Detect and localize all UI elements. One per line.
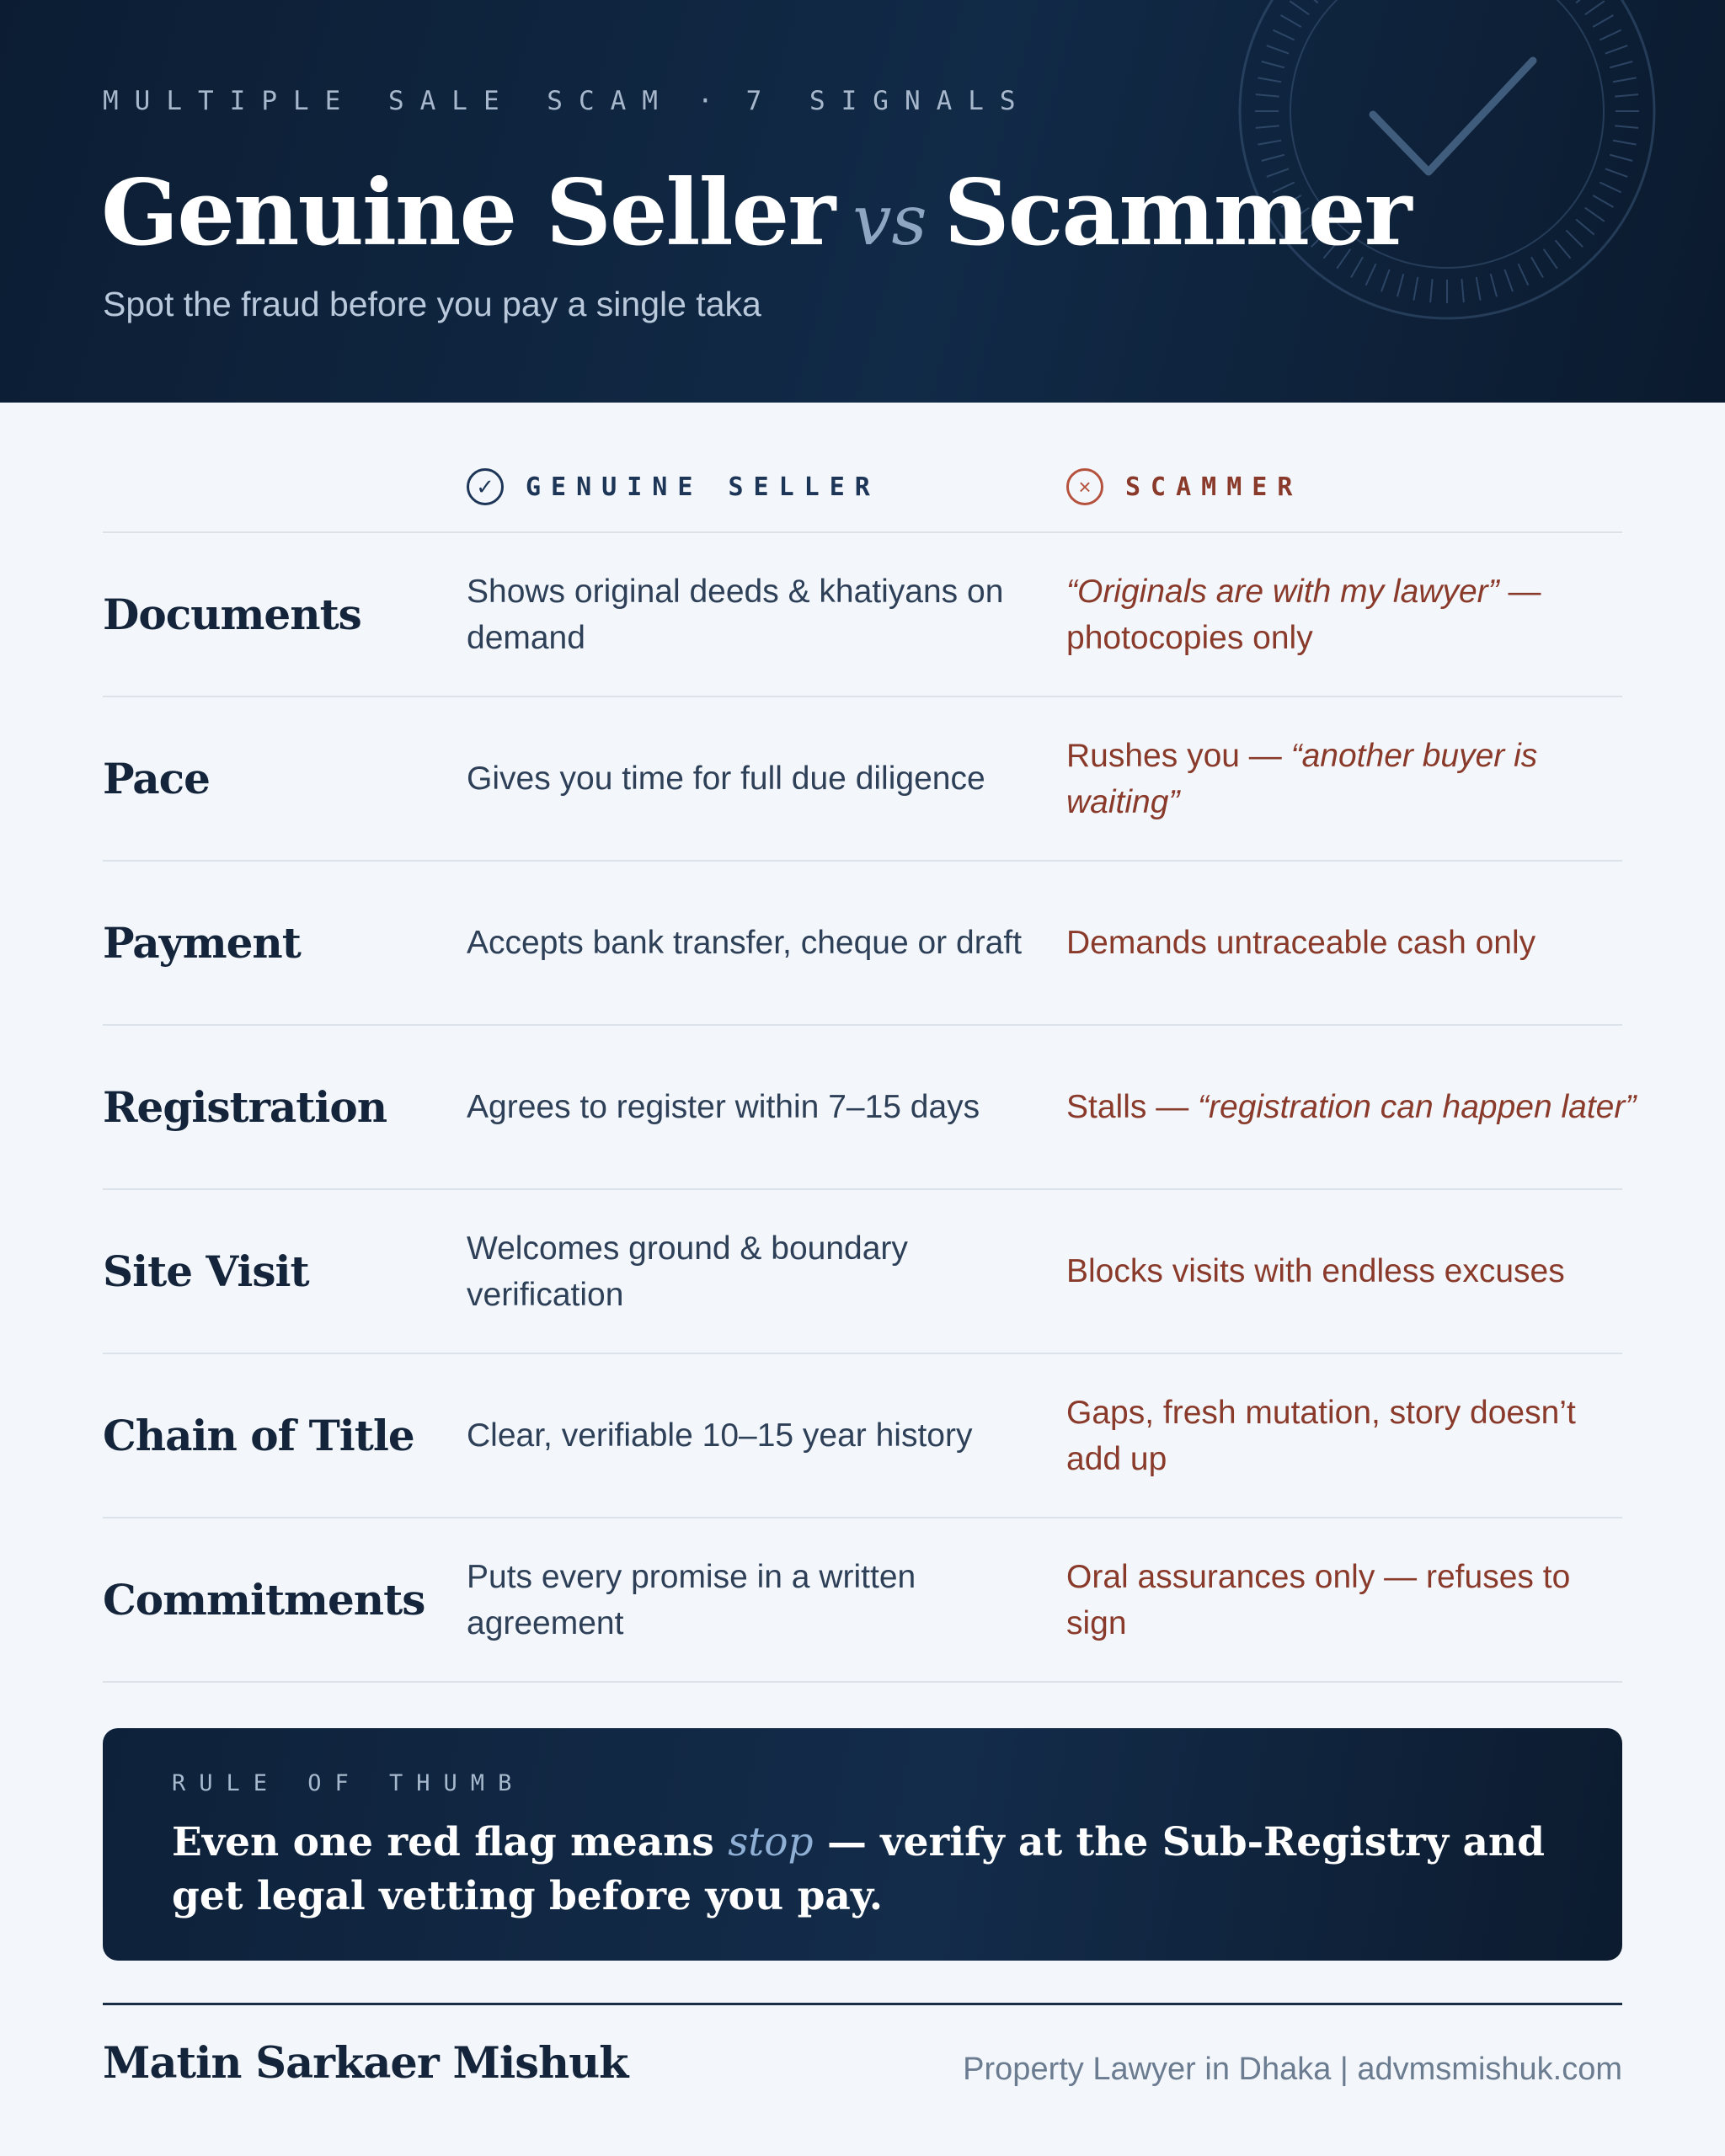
row-category: Pace [103,754,210,803]
scammer-cell [1066,1518,1639,1682]
genuine-text: Puts every promise in a written agreement [467,1558,916,1641]
genuine-cell [467,532,1056,696]
table-row-documents [103,532,1622,696]
genuine-text: Shows original deeds & khatiyans on demand [467,573,1004,656]
eyebrow-separator: · [697,86,729,116]
scammer-column-label: SCAMMER [1125,472,1303,502]
header-banner [0,0,1725,403]
genuine-cell [467,1353,1056,1518]
rule-of-thumb-panel [103,1728,1622,1961]
table-row-chain-of-title [103,1353,1622,1518]
scammer-text: Stalls — [1066,1089,1199,1125]
genuine-cell [467,861,1056,1025]
check-circle-icon: ✓ [467,468,504,505]
eyebrow-count: 7 SIGNALS [745,86,1032,116]
scammer-text: — photocopies only [1066,573,1541,656]
scammer-text: Rushes you — [1066,737,1291,774]
rule-text-post: — verify at the Sub-Registry and get legal vetting before you pay. [172,1819,1545,1919]
row-category: Registration [103,1082,387,1132]
row-category: Commitments [103,1575,425,1625]
table-row-pace [103,696,1622,861]
genuine-text: Welcomes ground & boundary verification [467,1230,908,1313]
table-row-site-visit [103,1189,1622,1353]
rule-text-emphasis: stop [728,1819,814,1865]
table-row-payment [103,861,1622,1025]
title-genuine: Genuine Seller [101,160,835,266]
rule-of-thumb-message [172,1816,1570,1924]
scammer-cell [1066,861,1639,1025]
scammer-cell [1066,1353,1639,1518]
scammer-text: Blocks visits with endless excuses [1066,1253,1565,1289]
genuine-cell [467,696,1056,861]
scammer-quote: “registration can happen later” [1198,1089,1637,1125]
genuine-cell [467,1189,1056,1353]
author-meta: Property Lawyer in Dhaka | advmsmishuk.com [963,2052,1622,2087]
genuine-text: Agrees to register within 7–15 days [467,1089,980,1125]
footer-divider [103,2003,1622,2005]
genuine-cell [467,1518,1056,1682]
title-scammer: Scammer [943,160,1411,266]
genuine-cell [467,1025,1056,1189]
rule-of-thumb-label: RULE OF THUMB [172,1770,526,1796]
row-category: Chain of Title [103,1411,414,1460]
genuine-text: Gives you time for full due diligence [467,760,985,797]
table-row-registration [103,1025,1637,1189]
x-circle-icon: × [1066,468,1103,505]
scammer-text: Demands untraceable cash only [1066,925,1536,961]
page-title [101,158,1411,276]
rule-text-pre: Even one red flag means [172,1819,729,1865]
author-name: Matin Sarkaer Mishuk [103,2038,628,2089]
genuine-column-header [467,463,880,510]
scammer-cell [1066,1025,1639,1189]
scammer-cell [1066,696,1639,861]
table-row-commitments [103,1518,1622,1682]
page-subtitle: Spot the fraud before you pay a single taka [103,285,761,323]
eyebrow-label [103,86,1032,116]
eyebrow-topic: MULTIPLE SALE SCAM [103,86,674,116]
genuine-column-label: GENUINE SELLER [526,472,880,502]
scammer-quote: “another buyer is waiting” [1066,737,1538,820]
scammer-cell [1066,1189,1639,1353]
genuine-text: Clear, verifiable 10–15 year history [467,1417,973,1454]
row-category: Payment [103,918,301,968]
row-category: Site Visit [103,1246,309,1296]
row-category: Documents [103,590,361,639]
scammer-cell [1066,532,1639,696]
scammer-text: Gaps, fresh mutation, story doesn’t add up [1066,1394,1576,1477]
scammer-text: Oral assurances only — refuses to sign [1066,1558,1571,1641]
scammer-column-header [1066,463,1302,510]
genuine-text: Accepts bank transfer, cheque or draft [467,925,1023,961]
scammer-quote: “Originals are with my lawyer” [1066,573,1499,610]
title-vs: vs [852,181,927,261]
